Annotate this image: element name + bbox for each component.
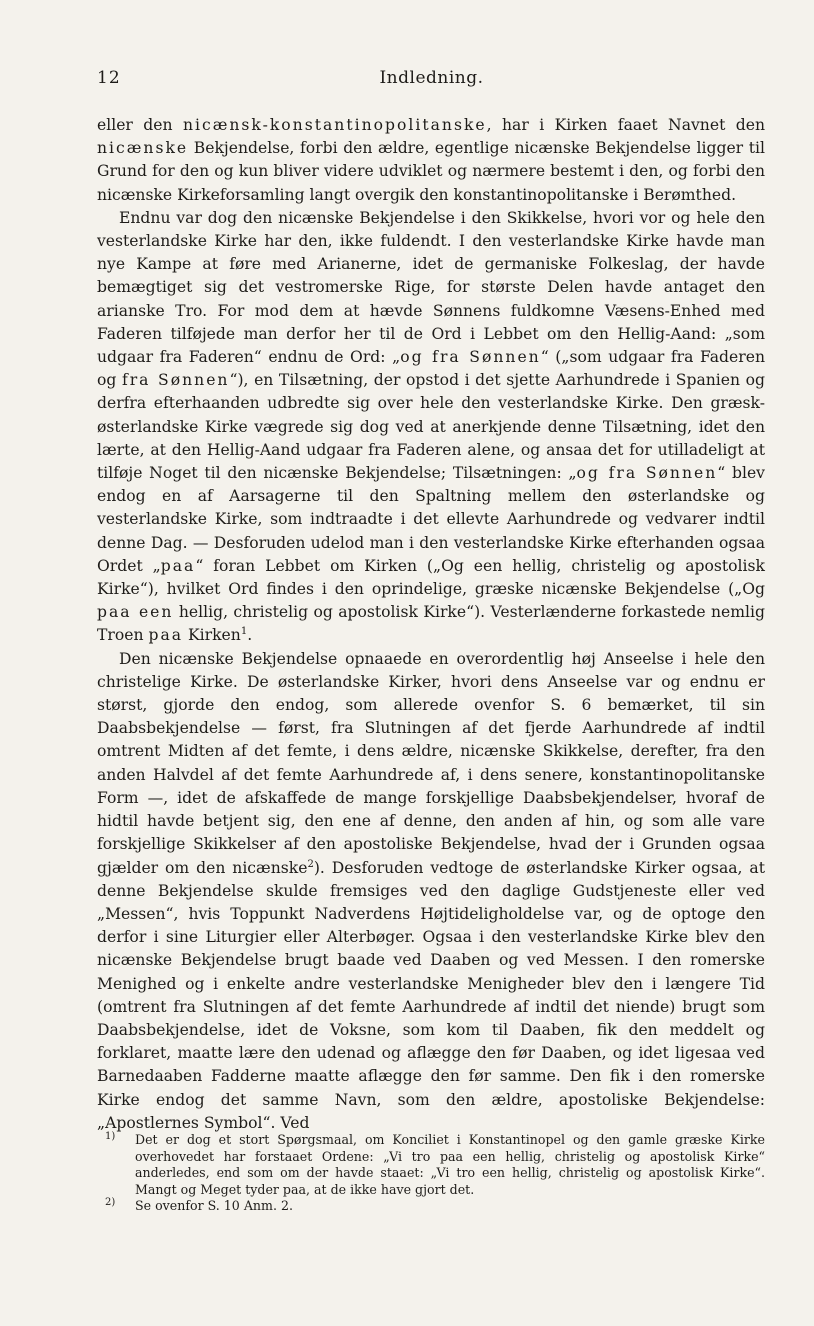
running-title: Indledning.: [379, 68, 484, 88]
footnote-ref-1[interactable]: 1: [240, 626, 248, 638]
footnote-2: [97, 1198, 765, 1215]
page-header: [97, 68, 766, 92]
paragraph-1: eller den nicænsk-konstantinopolitanske, har i Kirken faaet Navnet den nicænske Bekjendelse, forbi den ældre, egentlige nicænske Bekjendelse ligger til Grund for den og kun bliver videre udviklet og nærmere bestemt i den, og forbi den nicænske Kirkeforsamling langt overgik den konstantinopolitanske i Berømthed.: [97, 116, 765, 204]
body-text: [97, 114, 765, 1135]
paragraph-2: Endnu var dog den nicænske Bekjendelse i den Skikkelse, hvori vor og hele den vesterlandske Kirke har den, ikke fuldendt. I den vesterlandske Kirke havde man nye Kampe at føre med Arianerne, idet de germaniske Folkeslag, der havde bemægtiget sig det vestromerske Rige, for største Delen havde antaget den arianske Tro. For mod dem at hævde Sønnens fuldkomne Væsens-Enhed med Faderen tilføjede man derfor her til de Ord i Lebbet om den Hellig-Aand: „som udgaar fra Faderen“ endnu de Ord: „og fra Sønnen“ („som udgaar fra Faderen og fra Sønnen“), en Tilsætning, der opstod i det sjette Aarhundrede i Spanien og derfra efterhaanden udbredte sig over hele den vesterlandske Kirke. Den græsk-østerlandske Kirke vægrede sig dog ved at anerkjende denne Tilsætning, idet den lærte, at den Hellig-Aand udgaar fra Faderen alene, og ansaa det for utilladeligt at tilføje Noget til den nicænske Bekjendelse; Tilsætningen: „og fra Sønnen“ blev endog en af Aarsagerne til den Spaltning mellem den østerlandske og vesterlandske Kirke, som indtraadte i det ellevte Aarhundrede og vedvarer indtil denne Dag. — Desforuden udelod man i den vesterlandske Kirke efterhanden ogsaa Ordet „paa“ foran Lebbet om Kirken („Og een hellig, christelig og apostolisk Kirke“), hvilket Ord findes i den oprindelige, græske nicænske Bekjendelse („Og paa een hellig, christelig og apostolisk Kirke“). Vesterlænderne forkastede nemlig Troen paa Kirken$^1$.: [97, 208, 765, 645]
footnote-mark: 1): [105, 1131, 116, 1142]
paragraph-3: Den nicænske Bekjendelse opnaaede en overordentlig høj Anseelse i hele den christelige Kirke. De østerlandske Kirker, hvori dens Anseelse var og endnu er størst, gjorde den endog, som allerede ovenfor S. 6 bemærket, til sin Daabsbekjendelse — først, fra Slutningen af det fjerde Aarhundrede af indtil omtrent Midten af det femte, i dens ældre, nicænske Skikkelse, derefter, fra den anden Halvdel af det femte Aarhundrede af, i dens senere, konstantinopolitanske Form —, idet de afskaffede de mange forskjellige Daabsbekjendelser, hvoraf de hidtil havde betjent sig, den ene af denne, den anden af hin, og som alle vare forskjellige Skikkelser af den apostoliske Bekjendelse, hvad der i Grunden ogsaa gjælder om den nicænske$^2$). Desforuden vedtoge de østerlandske Kirker ogsaa, at denne Bekjendelse skulde fremsiges ved den daglige Gudstjeneste eller ved „Messen“, hvis Toppunkt Nadverdens Højtideligholdelse var, og de optoge den derfor i sine Liturgier eller Alterbøger. Ogsaa i den vesterlandske Kirke blev den nicænske Bekjendelse brugt baade ved Daaben og ved Messen. I den romerske Menighed og i enkelte andre vesterlandske Menigheder blev den i længere Tid (omtrent fra Slutningen af det femte Aarhundrede af indtil det niende) brugt som Daabsbekjendelse, idet de Voksne, som kom til Daaben, fik den meddelt og forklaret, maatte lære den udenad og aflægge den før Daaben, og idet ligesaa ved Barnedaaben Fadderne maatte aflægge den før samme. Den fik i den romerske Kirke endog det samme Navn, som den ældre, apostoliske Bekjendelse: „Apostlernes Symbol“. Ved: [97, 649, 765, 1132]
page-number: 12: [97, 68, 121, 88]
footnote-1: [97, 1132, 765, 1198]
footnote-text: Det er dog et stort Spørgsmaal, om Konciliet i Konstantinopel og den gamle græske Kirke overhovedet har forstaaet Ordene: „Vi tro paa een hellig, christelig og apostolisk Kirke“ anderledes, end som om der havde staaet: „Vi tro een hellig, christelig og apostolisk Kirke“. Mangt og Meget tyder paa, at de ikke have gjort det.: [135, 1132, 765, 1197]
footnote-text: Se ovenfor S. 10 Anm. 2.: [135, 1198, 293, 1214]
footnote-ref-2[interactable]: 2: [307, 858, 314, 870]
footnotes: [97, 1132, 765, 1215]
footnote-mark: 2): [105, 1197, 116, 1209]
